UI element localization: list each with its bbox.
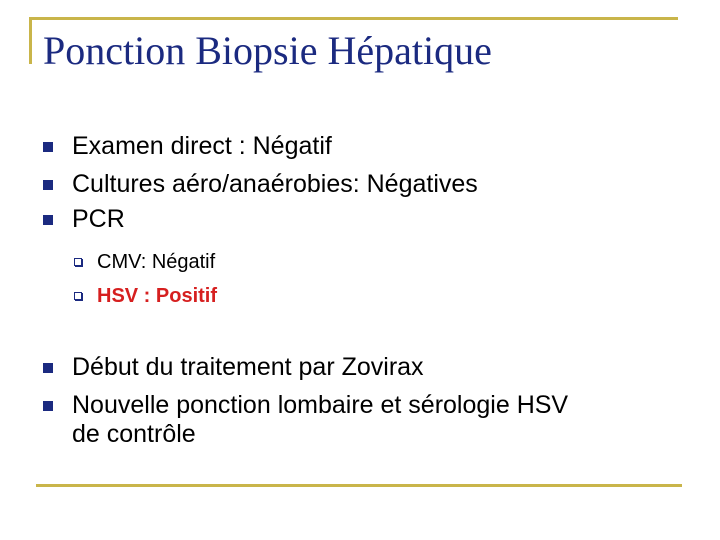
filled-square-icon bbox=[43, 215, 53, 225]
filled-square-icon bbox=[43, 142, 53, 152]
sub-bullet-hsv bbox=[97, 284, 217, 308]
filled-square-icon bbox=[43, 401, 53, 411]
hollow-square-icon bbox=[74, 292, 82, 300]
bullet-text: Nouvelle ponction lombaire et sérologie HSV bbox=[72, 391, 569, 419]
frame-bottom-rule bbox=[36, 484, 682, 487]
sub-bullet-cmv bbox=[97, 250, 215, 274]
bullet-text: Début du traitement par Zovirax bbox=[72, 353, 424, 381]
bullet-pcr bbox=[72, 205, 125, 234]
bullet-examen-direct bbox=[72, 132, 332, 161]
sub-bullet-text-positive: HSV : Positif bbox=[97, 285, 218, 307]
filled-square-icon bbox=[43, 363, 53, 373]
filled-square-icon bbox=[43, 180, 53, 190]
bullet-text: Cultures aéro/anaérobies: Négatives bbox=[72, 170, 478, 198]
bullet-cultures bbox=[72, 170, 478, 199]
sub-bullet-text: CMV: Négatif bbox=[97, 251, 216, 273]
bullet-zovirax bbox=[72, 353, 424, 382]
frame-left-rule bbox=[29, 17, 32, 64]
bullet-ponction-lombaire bbox=[72, 391, 568, 449]
hollow-square-icon bbox=[74, 258, 82, 266]
bullet-text: PCR bbox=[72, 205, 125, 233]
bullet-text: Examen direct : Négatif bbox=[72, 132, 332, 160]
slide-title: Ponction Biopsie Hépatique bbox=[43, 28, 492, 73]
bullet-text-continuation: de contrôle bbox=[72, 420, 196, 448]
frame-top-rule bbox=[29, 17, 678, 20]
